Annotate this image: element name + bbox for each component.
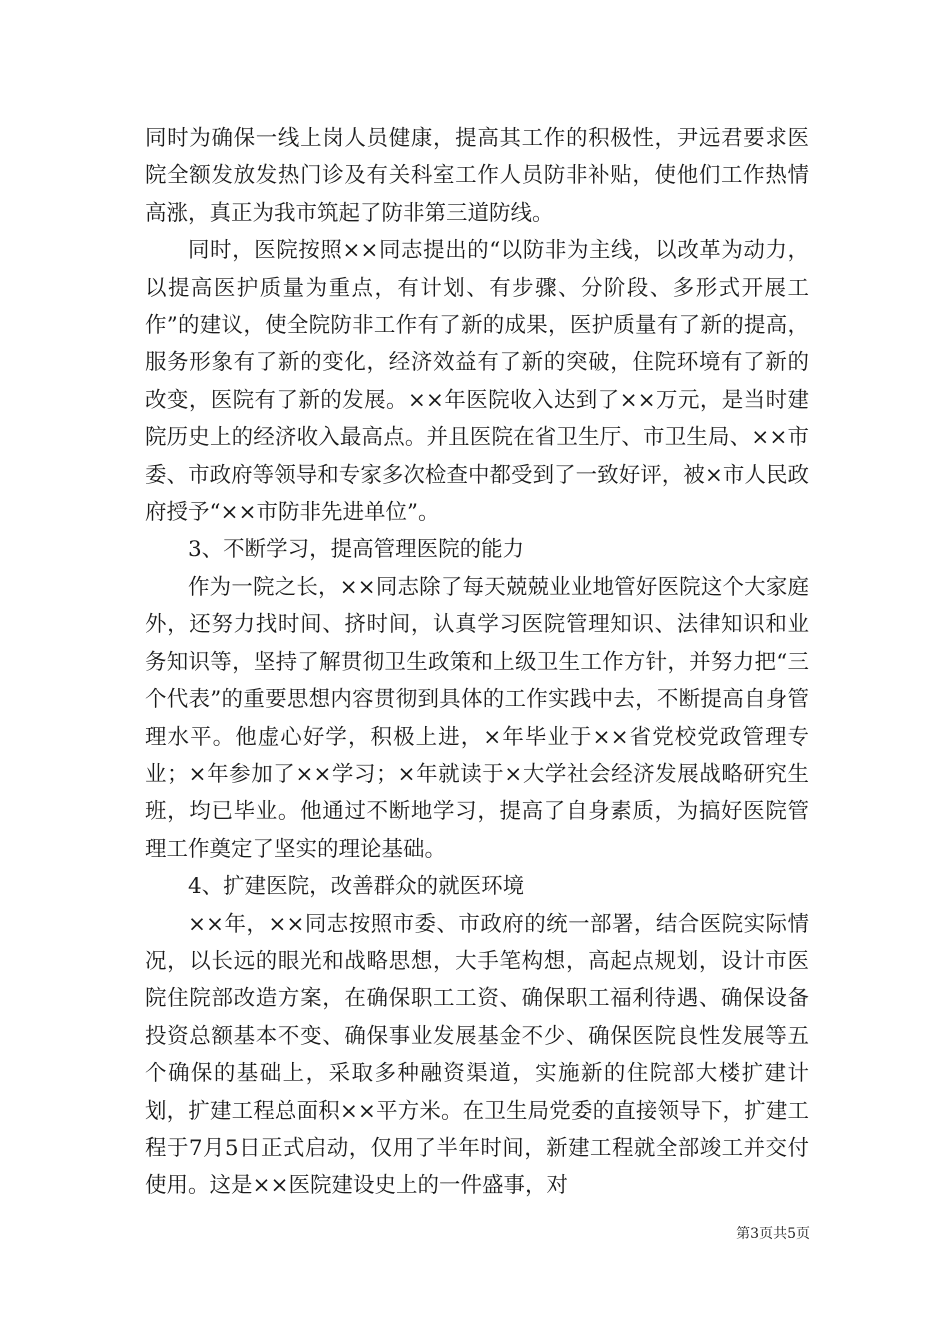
section-heading-4: 4、扩建医院，改善群众的就医环境: [188, 874, 525, 900]
page-number-footer: 第3页共5页: [736, 1226, 810, 1242]
paragraph-4: ××年，××同志按照市委、市政府的统一部署，结合医院实际情况，以长远的眼光和战略思想，大手笔构想，高起点规划，设计市医院住院部改造方案，在确保职工工资、确保职工福利待遇、确保设备投资总额基本不变、确保事业发展基金不少、确保医院良性发展等五个确保的基础上，采取多种融资渠道，实施新的住院部大楼扩建计划，扩建工程总面积××平方米。在卫生局党委的直接领导下，扩建工程于7月5日正式启动，仅用了半年时间，新建工程就全部竣工并交付使用。这是××医院建设史上的一件盛事，对: [145, 911, 809, 1199]
document-body: [145, 120, 809, 1205]
section-heading-3: 3、不断学习，提高管理医院的能力: [188, 537, 525, 563]
paragraph-2: 同时，医院按照××同志提出的“以防非为主线，以改革为动力，以提高医护质量为重点，有计划、有步骤、分阶段、多形式开展工作”的建议，使全院防非工作有了新的成果，医护质量有了新的提高，服务形象有了新的变化，经济效益有了新的突破，住院环境有了新的改变，医院有了新的发展。××年医院收入达到了××万元，是当时建院历史上的经济收入最高点。并且医院在省卫生厅、市卫生局、××市委、市政府等领导和专家多次检查中都受到了一致好评，被×市人民政府授予“××市防非先进单位”。: [145, 238, 809, 526]
paragraph-3: 作为一院之长，××同志除了每天兢兢业业地管好医院这个大家庭外，还努力找时间、挤时间，认真学习医院管理知识、法律知识和业务知识等，坚持了解贯彻卫生政策和上级卫生工作方针，并努力把“三个代表”的重要思想内容贯彻到具体的工作实践中去，不断提高自身管理水平。他虚心好学，积极上进，×年毕业于××省党校党政管理专业；×年参加了××学习；×年就读于×大学社会经济发展战略研究生班，均已毕业。他通过不断地学习，提高了自身素质，为搞好医院管理工作奠定了坚实的理论基础。: [145, 574, 809, 862]
paragraph-1: 同时为确保一线上岗人员健康，提高其工作的积极性，尹远君要求医院全额发放发热门诊及有关科室工作人员防非补贴，使他们工作热情高涨，真正为我市筑起了防非第三道防线。: [145, 126, 809, 226]
